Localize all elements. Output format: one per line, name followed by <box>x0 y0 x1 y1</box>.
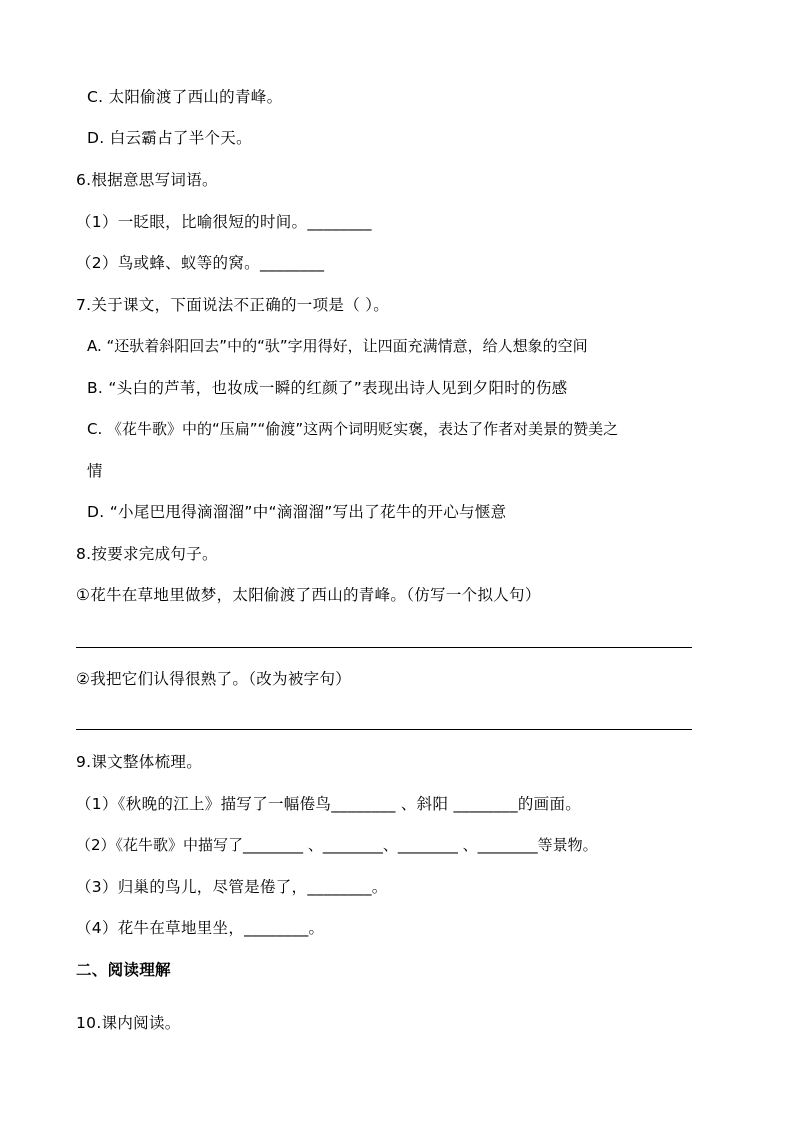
q7-option-b: B. “头白的芦苇，也妆成一瞬的红颜了”表现出诗人见到夕阳时的伤感 <box>87 379 568 397</box>
q7-option-c-line1: C. 《花牛歌》中的“压扁”“偷渡”这两个词明贬实褒，表达了作者对美景的赞美之 <box>87 420 619 438</box>
q10-heading: 10.课内阅读。 <box>76 1014 181 1032</box>
q6-heading: 6.根据意思写词语。 <box>76 171 218 189</box>
q7-option-a: A. “还驮着斜阳回去”中的“驮”字用得好，让四面充满情意，给人想象的空间 <box>87 337 588 355</box>
q9-item-1: （1）《秋晚的江上》描写了一幅倦鸟________ 、斜阳 ________的画面。 <box>76 795 582 813</box>
q6-item-2: （2）鸟或蜂、蚁等的窝。________ <box>76 254 325 272</box>
q5-option-c: C. 太阳偷渡了西山的青峰。 <box>87 88 283 106</box>
q9-item-3: （3）归巢的鸟儿，尽管是倦了，________。 <box>76 878 388 896</box>
q8-item-1: ①花牛在草地里做梦，太阳偷渡了西山的青峰。（仿写一个拟人句） <box>76 586 541 604</box>
q9-heading: 9.课文整体梳理。 <box>76 753 202 771</box>
answer-line <box>76 729 692 730</box>
q7-heading: 7.关于课文，下面说法不正确的一项是（ ）。 <box>76 296 390 314</box>
q5-option-d: D. 白云霸占了半个天。 <box>87 129 252 147</box>
q8-item-2: ②我把它们认得很熟了。（改为被字句） <box>76 670 352 688</box>
q6-item-1: （1）一眨眼，比喻很短的时间。________ <box>76 213 372 231</box>
q7-option-c-line2: 情 <box>87 462 103 480</box>
answer-line <box>76 647 692 648</box>
q9-item-4: （4）花牛在草地里坐，________。 <box>76 919 325 937</box>
section-heading-reading: 二、阅读理解 <box>76 961 171 979</box>
q8-heading: 8.按要求完成句子。 <box>76 545 218 563</box>
q7-option-d: D. “小尾巴甩得滴溜溜”中“滴溜溜”写出了花牛的开心与惬意 <box>87 503 507 521</box>
q9-item-2: （2）《花牛歌》中描写了________ 、________、________ 、________等景物。 <box>76 836 598 854</box>
